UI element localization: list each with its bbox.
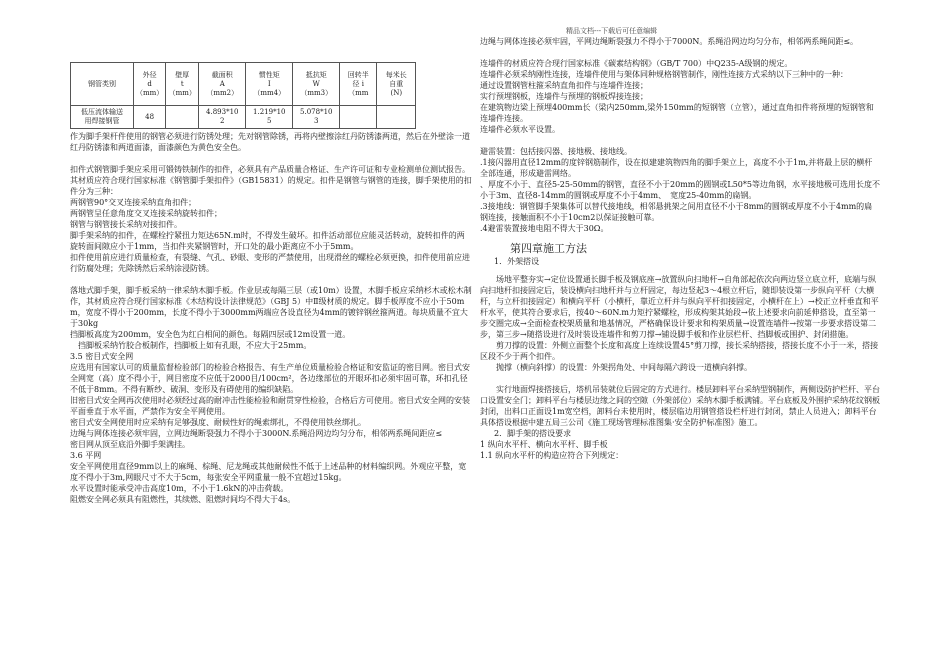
table-header-cell: 抵抗矩 W （mm3）: [293, 63, 340, 106]
section-heading: 1．外架搭设: [494, 257, 540, 266]
paragraph: 两钢管90°交叉连接采纳直角扣件；: [70, 198, 197, 207]
steel-pipe-spec-table: [70, 62, 416, 129]
table-header-cell: 截面积 A （mm2）: [199, 63, 246, 106]
paragraph: 连墙件必须采纳刚性连接，连墙件使用与架体同种规格钢管制作，刚性连接方式采纳以下三种中的一种：: [480, 70, 848, 79]
paragraph: 作为脚手架杆件使用的钢管必须进行防锈处理；先对钢管除锈，再将内壁擦涂红丹防锈漆两道，然后在外壁涂一道红丹防锈漆和两道面漆，面漆颜色为黄色安全色。: [70, 132, 470, 152]
paragraph: .3接地线：钢管脚手架集体可以替代接地线，相邻悬挑架之间用直径不小于8mm的圆钢或厚度不小于4mm的扁钢连接，接触面积不小于10cm2以保证接触可靠。: [480, 202, 873, 222]
paragraph: 应选用有国家认可的质量监督检验部门的检验合格报告、有生产单位质量检验合格证和安监证的密目网。密目式安全网宽（高）度不得小于，网目密度不应低于2000目/100cm²，各边缘部位的开眼环扣必须牢固可靠，环扣孔径不低于8mm。不得有断纱、破洞、变形及有碍使用的编织缺陷。: [70, 363, 470, 394]
table-cell: 48: [134, 106, 166, 129]
paragraph: 剪刀撑的设置：外侧立面整个长度和高度上连续设置45°剪刀撑，接长采纳搭接，搭接长度不小于一米，搭接区段不少于两个扣件。: [480, 341, 879, 361]
table-header-row: [71, 63, 416, 106]
paragraph: 连墙件的材质应符合现行国家标准《碳素结构钢》（GB/T 700）中Q235-A级钢的规定。: [480, 59, 793, 68]
table-cell: 1.219*10 5: [246, 106, 293, 129]
paragraph: 挡脚板高度为200mm，安全色为红白相间的颜色。每隔四层或12m设置一道。: [70, 330, 351, 339]
paragraph: 抛撑（横向斜撑）的设置：外架拐角处、中间每隔六跨设一道横向斜撑。: [480, 363, 752, 372]
section-heading: 3.6 平网: [70, 451, 102, 460]
table-header-cell: 惯性矩 I （mm4）: [246, 63, 293, 106]
paragraph: 在建筑物边梁上预埋400mm长（梁内250mm,梁外150mm的短钢管（立管），通过直角扣件将预埋的短钢管和连墙件连接。: [480, 103, 874, 123]
paragraph: 连墙件必须水平设置。: [480, 125, 560, 134]
paragraph: 脚手架采纳的扣件，在螺栓拧紧扭力矩达65N.m时，不得发生破坏。扣件活动部位应能灵活转动，旋转扣件的两旋转面间隙应小于1mm，当扣件夹紧钢管时，开口处的最小距离应不小于5mm。: [70, 231, 465, 251]
paragraph: .4避雷装置接地电阻不得大于30Ω。: [480, 224, 609, 233]
paragraph: 边绳与网体连接必须牢固，立网边绳断裂强力不得小于3000N.系绳沿网边均匀分布，相邻两系绳间距应≤: [70, 429, 443, 438]
paragraph: 密目式安全网使用时应采纳有足够强度、耐候性好的绳索绑扎，不得使用铁丝绑扎。: [70, 418, 366, 427]
paragraph: 场地平整夯实→定位设置通长脚手板及钢底座→放置纵向扫地杆→自角部起依次向两边竖立底立杆，底端与纵向扫地杆扣接固定后，装设横向扫地杆并与立杆固定，每边竖起3～4根立杆后，随即装设第一步纵向平杆（大横杆，与立杆扣接固定）和横向平杆（小横杆，靠近立杆并与纵向平杆扣接固定，小横杆在上）→校正立杆垂直和平杆水平，使其符合要求后，按40～60N.m力矩拧紧螺栓，形成构架其始段→依上述要求向前延伸搭设，直至第一步交圈完成→全面检查校架质量和地基情况，严格确保设计要求和构架质量→设置连墙件→按第一步要求搭设第二步，第三步→随搭设进行及时装设连墙件和剪刀撑→铺设脚手板和作业层栏杆、挡脚板或围护、封闭措施。: [480, 275, 879, 339]
table-header-cell: 回转半 径 i （mm: [340, 63, 377, 106]
table-header-cell: 每米长 自重 (N): [377, 63, 416, 106]
paragraph: 实行预埋钢板，连墙件与预埋的钢板焊接连接；: [480, 92, 648, 101]
subsection-heading: 1 纵向水平杆、横向水平杆、脚手板: [480, 440, 608, 449]
paragraph: 扣件使用前应进行质量检查，有裂缝、气孔、砂眼、变形的严禁使用，出现滑丝的螺栓必须更换，扣件使用前应进行防腐处理；先除锈然后采纳涂浸防锈。: [70, 253, 470, 273]
paragraph: 安全平网使用直径9mm以上的麻绳、棕绳、尼龙绳或其他耐候性不低于上述品种的材料编织网。外观应平整，宽度不得小于3m,网眼尺寸不大于5cm，每张安全平网重量一般不宜超过15kg。: [70, 462, 467, 482]
paragraph: 两钢管呈任意角度交叉连接采纳旋转扣件；: [70, 209, 222, 218]
paragraph: 落地式脚手架，脚手板采纳一律采纳木脚手板。作业层或每隔三层（或10m）设置，木脚手板应采纳杉木或松木制作，其材质应符合现行国家标准《木结构设计法律规范》（GBJ 5）中Ⅱ级材质的规定。脚手板厚度不应小于50mm，宽度不得小于200mm，长度不得小于3000mm两端应各设直径为4mm的镀锌钢丝箍两道。每块质量不宜大于30kg: [70, 286, 472, 328]
left-column: [70, 131, 472, 505]
watermark: 精品文档---下载后可任意编辑: [566, 27, 658, 35]
paragraph: 、厚度不小于、直径5-25-50mm的钢管，直径不小于20mm的圆钢或L50*5等边角钢，水平接地极可选用长度不小于3m、直径8-14mm的圆钢或厚度不小于4mm、 宽度25-40mm的扁钢。: [480, 180, 880, 200]
section-heading: 3.5 密目式安全网: [70, 352, 134, 361]
paragraph: 扣件式钢管脚手架应采用可锻铸铁制作的扣件，必须具有产品质量合格证、生产许可证和专业检测单位测试报告。其材质应符合现行国家标准《钢管脚手架扣件》（GB15831）的规定。扣件是钢管与钢管的连接，脚手架使用的扣件分为三种：: [70, 165, 472, 196]
subsection-heading: 1.1 纵向水平杆的构造应符合下列规定：: [480, 451, 624, 460]
paragraph: 通过设置钢管柱箍采纳直角扣件与连墙件连接；: [480, 81, 648, 90]
paragraph: 边绳与网体连接必须牢固，平网边绳断裂强力不得小于7000N。系绳沿网边均匀分布，相邻两系绳间距≤。: [480, 37, 859, 46]
paragraph: 避雷装置：包括接闪器、接地极、接地线。: [480, 147, 632, 156]
paragraph: 水平设置时能承受冲击高度10m，不小于1.6kN的冲击荷载。: [70, 484, 289, 493]
section-heading: 2．脚手架的搭设要求: [494, 429, 572, 438]
paragraph: 阻燃安全网必须具有阻燃性，其续燃、阻燃时间均不得大于4s。: [70, 495, 296, 504]
paragraph: 钢管与钢管接长采纳对接扣件。: [70, 220, 182, 229]
paragraph: 挡脚板采纳竹胶合板制作，挡脚板上如有孔眼，不应大于25mm。: [70, 341, 312, 350]
right-column: [480, 36, 880, 461]
paragraph: 实行地面焊接搭接后，塔机吊装就位后固定的方式进行。楼层卸料平台采纳型钢制作，两侧设防护栏杆、平台口设置安全门；卸料平台与楼层边缘之间的空隙（外架部位）采纳木脚手板满铺。平台底板及外围护采纳花纹钢板封闭，出料口正面设1m宽空档，卸料台未使用时，楼层临边用钢管搭设栏杆进行封闭，禁止人员进入；卸料平台具体搭设根据中建五局三公司《施工现场管理标准图集·安全防护标准图》施工。: [480, 385, 880, 427]
table-cell: 5.078*10 3: [293, 106, 340, 129]
paragraph: 旧密目式安全网再次使用时必须经过高的耐冲击性能检验和耐贯穿性检验，合格后方可使用。密目式安全网的安装平面垂直于水平面，严禁作为安全平网使用。: [70, 396, 470, 416]
table-header-cell: 壁厚 t （mm）: [166, 63, 199, 106]
paragraph: 密目网从顶至底沿外脚手架满挂。: [70, 440, 190, 449]
table-row: [71, 106, 416, 129]
table-cell: 低压流体输送 用焊接钢管: [71, 106, 134, 129]
table-cell: [377, 106, 416, 129]
table-cell: [166, 106, 199, 129]
table-header-cell: 钢管类别: [71, 63, 134, 106]
paragraph: .1接闪器用直径12mm的度锌钢筋制作，设在拟建建筑物四角的脚手架立上，高度不小于1m,并将最上层的横杆全部连通，形成避雷网络。: [480, 158, 873, 178]
table-cell: [340, 106, 377, 129]
chapter-title: 第四章施工方法: [510, 242, 587, 255]
table-header-cell: 外径 d （mm）: [134, 63, 166, 106]
table-cell: 4.893*10 2: [199, 106, 246, 129]
